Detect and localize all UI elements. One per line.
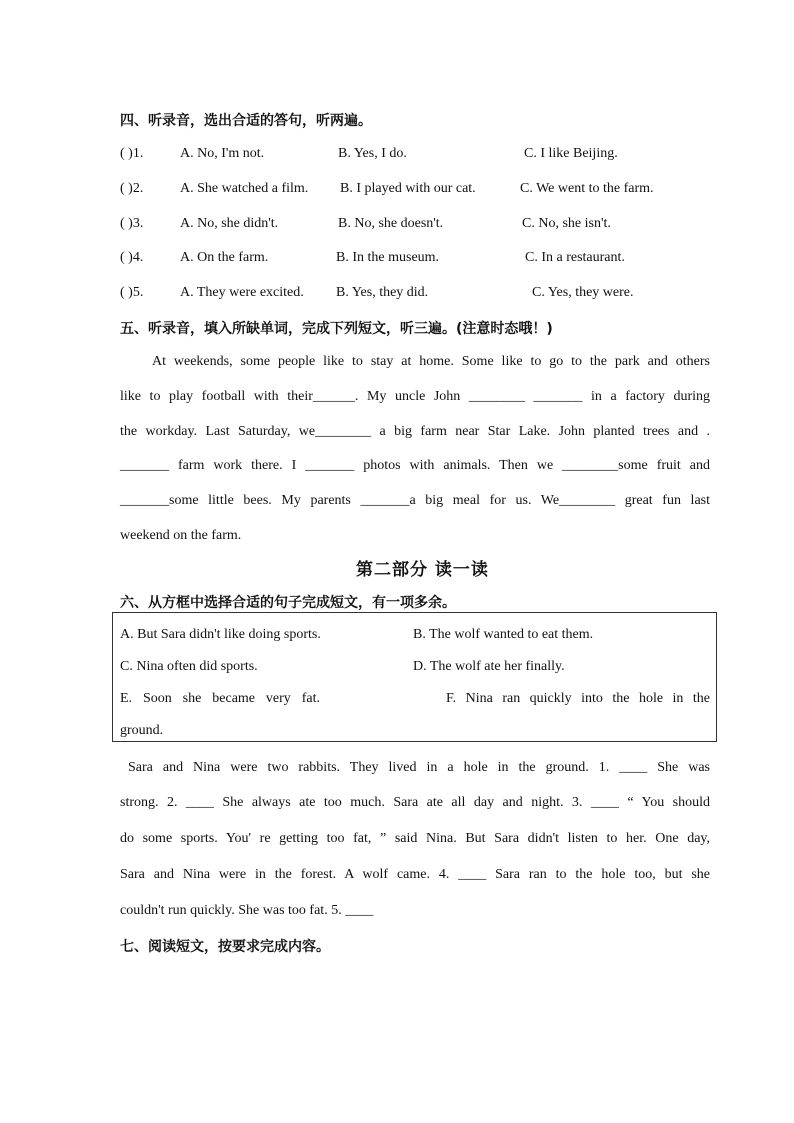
section7-heading: 七、阅读短文，按要求完成内容。 [120,939,330,955]
option-a: A. No, she didn't. [180,216,279,231]
option-a: A. But Sara didn't like doing sports. [120,627,321,642]
option-c: C. In a restaurant. [525,250,625,265]
option-c: C. I like Beijing. [524,146,618,161]
passage-line: Sara and Nina were two rabbits. They lived in a hole in the ground. 1. ____ She was [128,760,710,775]
option-e: E. Soon she became very fat. [120,691,320,706]
passage-line: At weekends, some people like to stay at home. Some like to go to the park and others [152,354,710,369]
option-c: C. Nina often did sports. [120,659,258,674]
option-a: A. They were excited. [180,285,304,300]
passage-line: strong. 2. ____ She always ate too much. Sara ate all day and night. 3. ____ “ You should [120,795,710,810]
question-number: ( )3. [120,216,144,231]
option-c: C. No, she isn't. [522,216,611,231]
part-title: 第二部分 读一读 [356,560,489,580]
passage-line: _______some little bees. My parents _______a big meal for us. We________ great fun last [120,493,710,508]
option-b: B. In the museum. [336,250,440,265]
section5-heading: 五、听录音，填入所缺单词，完成下列短文，听三遍。(注意时态哦！) [120,321,553,337]
passage-line: weekend on the farm. [120,528,242,543]
option-b: B. I played with our cat. [340,181,476,196]
question-number: ( )1. [120,146,144,161]
option-b: B. No, she doesn't. [338,216,444,231]
option-f: F. Nina ran quickly into the hole in the [446,691,710,706]
passage-line: _______ farm work there. I _______ photos with animals. Then we ________some fruit and [120,458,710,473]
option-b: B. Yes, they did. [336,285,429,300]
passage-line: do some sports. You' re getting too fat, ” said Nina. But Sara didn't listen to her. One day, [120,831,710,846]
passage-line: the workday. Last Saturday, we________ a big farm near Star Lake. John planted trees and . [120,424,710,439]
option-b: B. Yes, I do. [338,146,407,161]
option-b: B. The wolf wanted to eat them. [413,627,594,642]
option-a: A. She watched a film. [180,181,309,196]
option-c: C. Yes, they were. [532,285,634,300]
passage-line: couldn't run quickly. She was too fat. 5. ____ [120,903,374,918]
question-number: ( )4. [120,250,144,265]
section6-heading: 六、从方框中选择合适的句子完成短文，有一项多余。 [120,595,456,611]
option-a: A. On the farm. [180,250,269,265]
passage-line: like to play football with their______. My uncle John ________ _______ in a factory during [120,389,710,404]
question-number: ( )2. [120,181,144,196]
section4-heading: 四、听录音，选出合适的答句，听两遍。 [120,113,372,129]
option-d: D. The wolf ate her finally. [413,659,565,674]
question-number: ( )5. [120,285,144,300]
passage-line: Sara and Nina were in the forest. A wolf came. 4. ____ Sara ran to the hole too, but she [120,867,710,882]
option-a: A. No, I'm not. [180,146,265,161]
option-c: C. We went to the farm. [520,181,654,196]
option-f-continued: ground. [120,723,164,738]
